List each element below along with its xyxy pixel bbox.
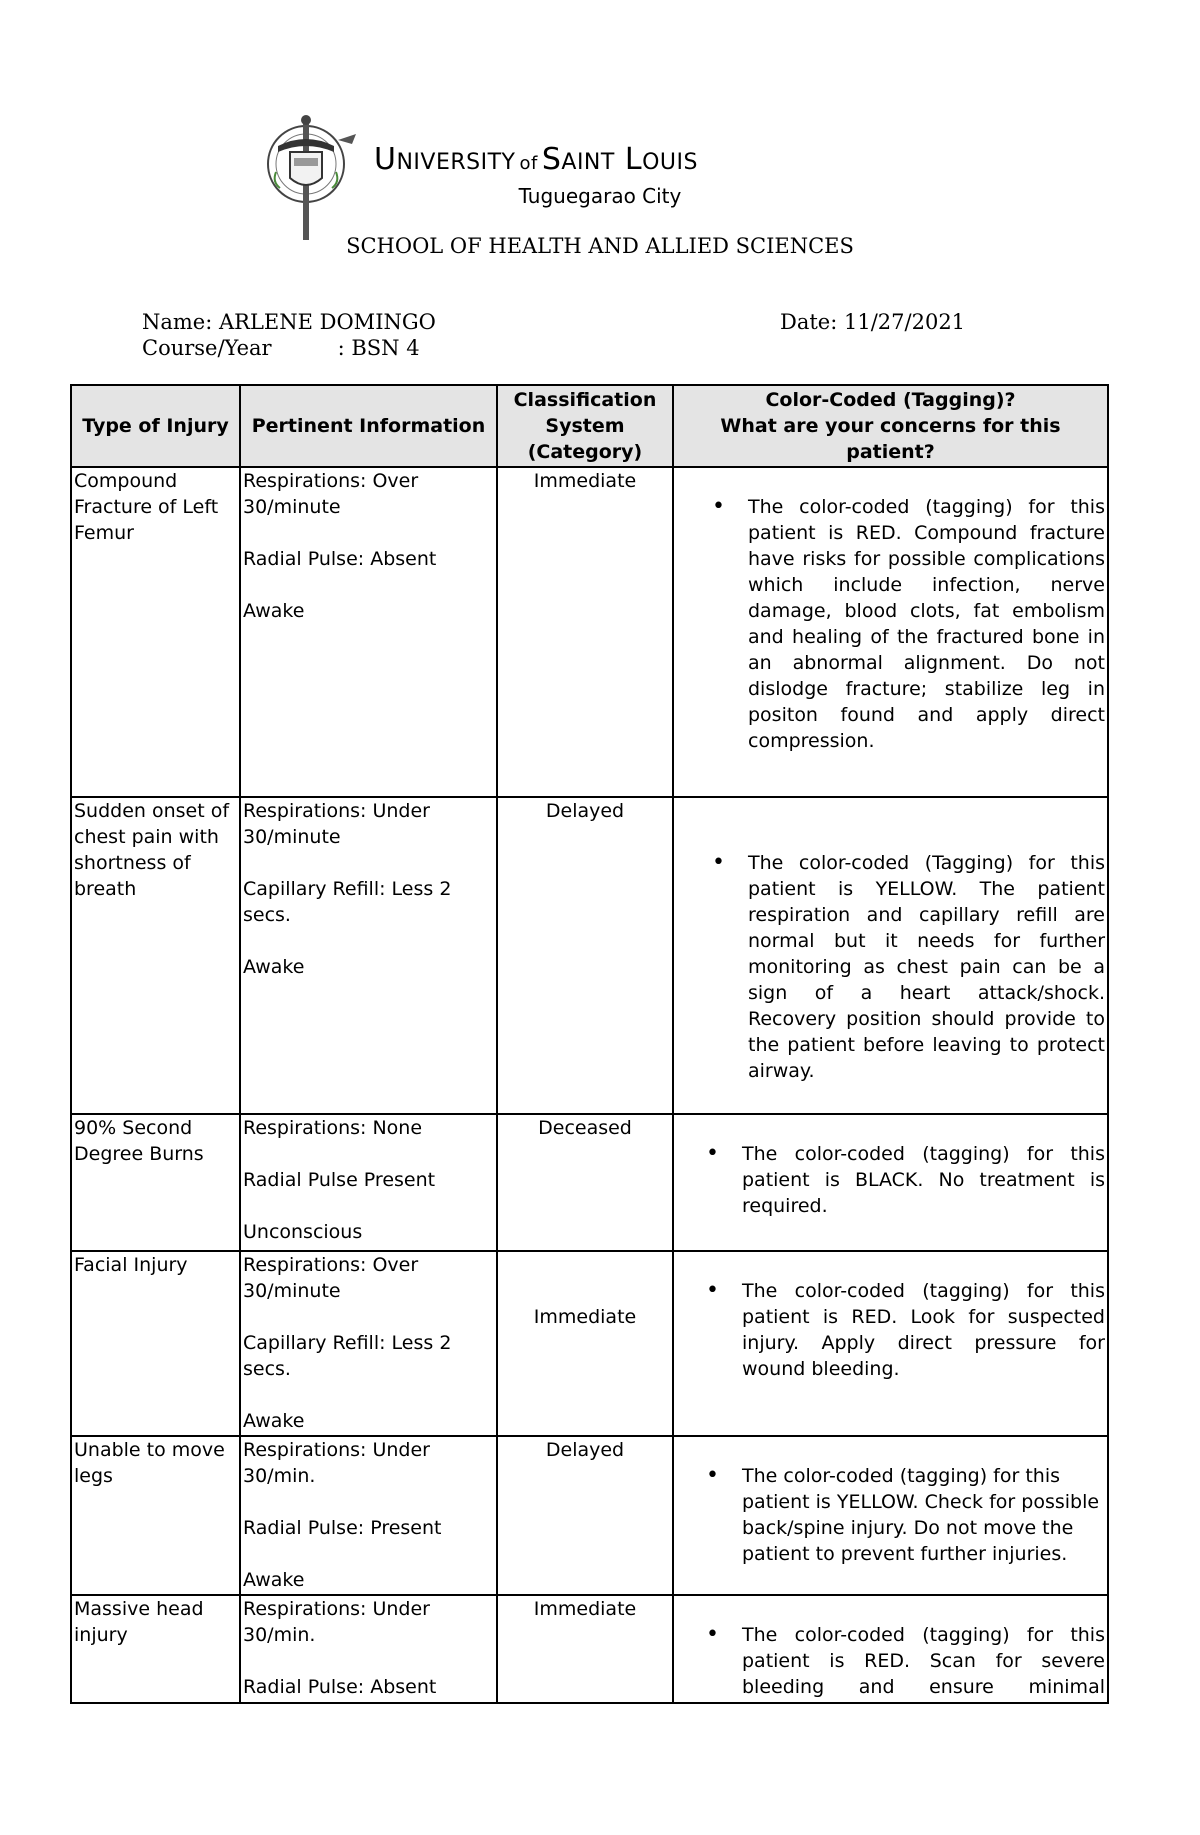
date-line: [780, 310, 965, 334]
injury-cell: Facial Injury: [71, 1251, 240, 1436]
table-header-row: [71, 385, 1108, 467]
table-row: [71, 467, 1108, 797]
date-label: Date:: [780, 310, 838, 334]
injury-cell: Sudden onset of chest pain with shortness of breath: [71, 797, 240, 1114]
concern-cell: [673, 1251, 1108, 1436]
university-name: UNIVERSITY of SAINT LOUIS: [374, 142, 698, 177]
concern-cell: [673, 1595, 1108, 1703]
concern-cell: [673, 797, 1108, 1114]
category-cell: Immediate: [497, 1251, 673, 1436]
table-row: [71, 1251, 1108, 1436]
course-year-line: [142, 336, 420, 360]
triage-table: [70, 384, 1109, 1704]
table-row: [71, 1595, 1108, 1703]
info-cell: Respirations: Under 30/min. Radial Pulse: Present Awake: [240, 1436, 497, 1595]
course-value: : BSN 4: [337, 336, 420, 360]
injury-cell: 90% Second Degree Burns: [71, 1114, 240, 1251]
category-cell: Immediate: [497, 1595, 673, 1703]
name-value: ARLENE DOMINGO: [219, 310, 436, 334]
injury-cell: Compound Fracture of Left Femur: [71, 467, 240, 797]
header-pertinent-information: Pertinent Information: [240, 385, 497, 467]
injury-cell: Unable to move legs: [71, 1436, 240, 1595]
category-cell: Delayed: [497, 1436, 673, 1595]
concern-bullet: • The color-coded (tagging) for this patient is RED. Scan for severe bleeding and ensure minimal: [742, 1622, 1105, 1700]
date-value: 11/27/2021: [844, 310, 966, 334]
header-color-coded: Color-Coded (Tagging)? What are your concerns for this patient?: [673, 385, 1108, 467]
university-seal-icon: [266, 112, 360, 244]
injury-cell: Massive head injury: [71, 1595, 240, 1703]
info-cell: Respirations: Under 30/min. Radial Pulse: Absent: [240, 1595, 497, 1703]
table-row: [71, 797, 1108, 1114]
info-cell: Respirations: Over 30/minute Radial Pulse: Absent Awake: [240, 467, 497, 797]
table-row: [71, 1436, 1108, 1595]
info-cell: Respirations: Over 30/minute Capillary Refill: Less 2 secs. Awake: [240, 1251, 497, 1436]
concern-bullet: • The color-coded (Tagging) for this patient is YELLOW. The patient respiration and capillary refill are normal but it needs for further monitoring as chest pain can be a sign of a heart attack/shock. Recovery position should provide to the patient before leaving to protect airway.: [748, 850, 1105, 1084]
concern-bullet: • The color-coded (tagging) for this patient is YELLOW. Check for possible back/spine injury. Do not move the patient to prevent further injuries.: [742, 1463, 1105, 1567]
school-name: SCHOOL OF HEALTH AND ALLIED SCIENCES: [346, 234, 854, 258]
city-name: Tuguegarao City: [518, 184, 682, 208]
category-cell: Deceased: [497, 1114, 673, 1251]
concern-cell: [673, 467, 1108, 797]
concern-cell: [673, 1114, 1108, 1251]
document-header: [0, 0, 1200, 280]
concern-bullet: • The color-coded (tagging) for this patient is RED. Compound fracture have risks for possible complications which include infection, nerve damage, blood clots, fat embolism and healing of the fractured bone in an abnormal alignment. Do not dislodge fracture; stabilize leg in positon found and apply direct compression.: [748, 494, 1105, 754]
header-type-of-injury: Type of Injury: [71, 385, 240, 467]
info-cell: Respirations: Under 30/minute Capillary Refill: Less 2 secs. Awake: [240, 797, 497, 1114]
concern-cell: [673, 1436, 1108, 1595]
category-cell: Delayed: [497, 797, 673, 1114]
header-classification: Classification System (Category): [497, 385, 673, 467]
table-row: [71, 1114, 1108, 1251]
name-label: Name:: [142, 310, 213, 334]
info-cell: Respirations: None Radial Pulse Present Unconscious: [240, 1114, 497, 1251]
concern-bullet: • The color-coded (tagging) for this patient is BLACK. No treatment is required.: [742, 1141, 1105, 1219]
concern-bullet: • The color-coded (tagging) for this patient is RED. Look for suspected injury. Apply direct pressure for wound bleeding.: [742, 1278, 1105, 1382]
category-cell: Immediate: [497, 467, 673, 797]
student-name-line: [142, 310, 436, 334]
course-label: Course/Year: [142, 336, 272, 360]
